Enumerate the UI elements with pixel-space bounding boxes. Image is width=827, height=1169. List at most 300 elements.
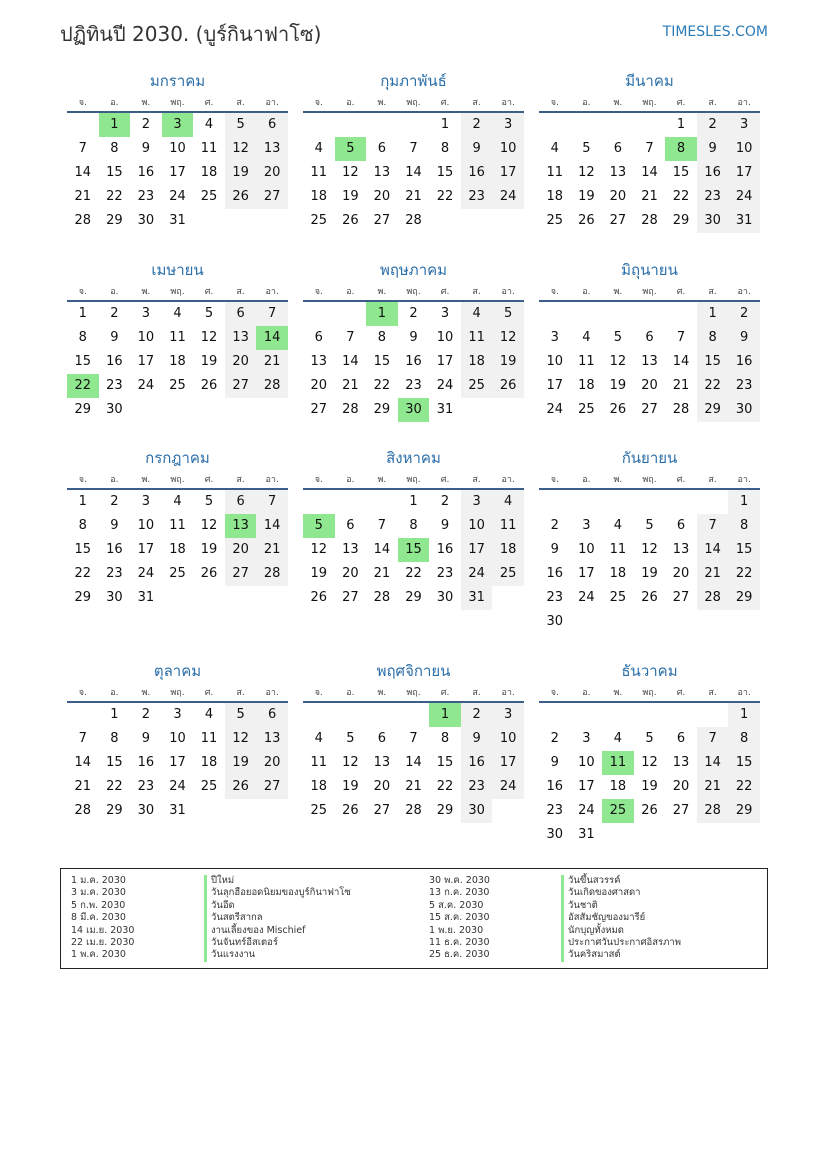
weekday-label: พฤ.	[406, 287, 421, 297]
day-cell: 29	[74, 402, 92, 417]
day-cell: 31	[436, 402, 454, 417]
weekday-header	[539, 96, 760, 110]
day-cell: 15	[373, 354, 391, 369]
month-name: ตุลาคม	[153, 662, 202, 680]
day-cell: 6	[256, 703, 288, 727]
weekday-label: จ.	[550, 287, 559, 297]
weekday-label: อ.	[346, 475, 355, 485]
day-cell: 8	[440, 141, 450, 156]
day-cell: 11	[609, 542, 627, 557]
day-cell: 25	[310, 803, 328, 818]
weekday-label: พฤ.	[642, 475, 657, 485]
day-cell: 23	[461, 185, 493, 209]
day-cell: 13	[225, 326, 257, 350]
day-cell: 17	[169, 165, 186, 180]
day-cell: 7	[78, 731, 87, 746]
day-cell: 22	[106, 779, 123, 794]
day-cell: 3	[728, 113, 760, 137]
day-cell: 15	[728, 538, 760, 562]
day-cell: 9	[110, 518, 119, 533]
month-name: กุมภาพันธ์	[380, 72, 447, 90]
weekday-label: ศ.	[440, 287, 450, 297]
day-cell: 14	[74, 165, 92, 180]
day-cell: 28	[256, 562, 288, 586]
day-cell: 5	[613, 330, 623, 345]
day-cell: 30	[546, 827, 564, 842]
day-cell: 19	[200, 354, 218, 369]
day-cell: 22	[373, 378, 391, 393]
weekday-label: พ.	[141, 98, 151, 108]
day-cell: 17	[169, 755, 186, 770]
weekday-label: ส.	[708, 688, 717, 698]
day-cell: 20	[342, 566, 359, 581]
legend-holiday-name: อัสสัมชัญของมารีย์	[561, 912, 681, 924]
day-cell: 26	[225, 775, 257, 799]
day-cell: 23	[546, 590, 564, 605]
day-cell: 28	[256, 374, 288, 398]
weekday-label: พ.	[613, 98, 623, 108]
legend-date: 22 เม.ย. 2030	[71, 936, 135, 948]
day-cell: 29	[106, 803, 123, 818]
day-cell: 25	[609, 590, 627, 605]
day-cell: 23	[728, 374, 760, 398]
legend-holiday-name: ปีใหม่	[204, 875, 351, 887]
day-cell: 13	[373, 165, 391, 180]
day-cell: 4	[314, 731, 323, 746]
day-cell: 2	[697, 113, 729, 137]
day-cell: 2	[141, 117, 151, 132]
day-cell: 19	[641, 779, 658, 794]
holiday-day-cell: 13	[225, 514, 257, 538]
weekday-label: ส.	[236, 475, 245, 485]
empty-cell	[697, 490, 729, 514]
day-cell: 28	[672, 402, 690, 417]
weekday-label: อ.	[346, 688, 355, 698]
day-cell: 24	[492, 185, 524, 209]
day-cell: 3	[141, 306, 151, 321]
weekday-label: พ.	[141, 287, 151, 297]
weekday-label: ส.	[708, 287, 717, 297]
day-cell: 9	[141, 731, 151, 746]
legend-holiday-name: วันเกิดของศาสดา	[561, 887, 681, 899]
day-cell: 6	[676, 731, 686, 746]
weekday-label: พ.	[141, 688, 151, 698]
day-cell: 2	[728, 302, 760, 326]
legend-left-names	[204, 875, 351, 962]
day-cell: 6	[314, 330, 323, 345]
legend-date: 5 ส.ค. 2030	[429, 899, 484, 911]
day-cell: 24	[728, 185, 760, 209]
day-cell: 26	[342, 213, 359, 228]
weekday-label: ศ.	[204, 287, 214, 297]
day-cell: 13	[256, 727, 288, 751]
month-name: มีนาคม	[625, 72, 674, 90]
day-cell: 5	[346, 731, 355, 746]
month-block	[539, 70, 760, 233]
day-cell: 3	[492, 113, 524, 137]
legend-holiday-name: วันสตรีสากล	[204, 912, 351, 924]
day-cell: 31	[578, 827, 595, 842]
weekday-header	[539, 473, 760, 487]
day-cell: 31	[169, 803, 186, 818]
day-cell: 7	[78, 141, 87, 156]
weekday-header	[67, 96, 288, 110]
weekday-label: ศ.	[204, 98, 214, 108]
day-cell: 23	[436, 566, 454, 581]
day-cell: 24	[492, 775, 524, 799]
weekday-header	[303, 686, 524, 700]
day-cell: 2	[440, 494, 450, 509]
day-cell: 5	[492, 302, 524, 326]
day-cell: 14	[672, 354, 690, 369]
weekday-label: ศ.	[440, 688, 450, 698]
day-cell: 21	[697, 775, 729, 799]
day-cell: 10	[578, 542, 595, 557]
day-cell: 20	[256, 751, 288, 775]
day-cell: 12	[641, 755, 658, 770]
day-cell: 28	[74, 803, 92, 818]
legend-date: 15 ส.ค. 2030	[429, 912, 490, 924]
weekday-label: ศ.	[676, 287, 686, 297]
day-cell: 27	[373, 213, 391, 228]
day-cell: 29	[672, 213, 690, 228]
day-cell: 18	[546, 189, 564, 204]
day-cell: 17	[578, 779, 595, 794]
day-cell: 20	[225, 538, 257, 562]
legend-holiday-name: วันขึ้นสวรรค์	[561, 875, 681, 887]
day-cell: 19	[225, 161, 257, 185]
weekday-header	[539, 285, 760, 299]
empty-cell	[571, 490, 603, 514]
weekday-label: ส.	[472, 98, 481, 108]
day-cell: 11	[310, 165, 328, 180]
day-cell: 1	[676, 117, 686, 132]
day-cell: 12	[200, 330, 218, 345]
day-cell: 7	[697, 514, 729, 538]
legend-holiday-name: วันแรงงาน	[204, 949, 351, 961]
page-title: ปฏิทินปี 2030. (บูร์กินาฟาโซ)	[60, 22, 322, 46]
day-cell: 4	[314, 141, 323, 156]
day-cell: 8	[78, 330, 87, 345]
day-cell: 29	[74, 590, 92, 605]
empty-cell	[634, 703, 666, 727]
day-cell: 11	[200, 141, 218, 156]
day-cell: 12	[310, 542, 328, 557]
day-cell: 9	[440, 518, 450, 533]
day-cell: 1	[728, 490, 760, 514]
month-name: มกราคม	[149, 72, 206, 90]
weekday-label: จ.	[314, 287, 323, 297]
weekday-label: จ.	[314, 98, 323, 108]
day-cell: 17	[546, 378, 564, 393]
day-cell: 7	[697, 727, 729, 751]
legend-holiday-name: วันลุกฮือยอดนิยมของบูร์กินาฟาโซ	[204, 887, 351, 899]
weekday-label: ส.	[236, 287, 245, 297]
weekday-label: พฤ.	[642, 688, 657, 698]
day-cell: 26	[641, 590, 658, 605]
holiday-day-cell: 1	[366, 302, 398, 326]
day-cell: 8	[409, 518, 418, 533]
day-cell: 22	[436, 779, 454, 794]
day-cell: 6	[225, 302, 257, 326]
day-cell: 27	[225, 374, 257, 398]
weekday-label: อ.	[110, 287, 119, 297]
day-cell: 19	[492, 350, 524, 374]
day-cell: 31	[728, 209, 760, 233]
day-cell: 26	[342, 803, 359, 818]
day-cell: 7	[256, 302, 288, 326]
day-cell: 16	[461, 161, 493, 185]
day-cell: 18	[461, 350, 493, 374]
day-cell: 13	[256, 137, 288, 161]
day-cell: 18	[492, 538, 524, 562]
weekday-label: ศ.	[676, 688, 686, 698]
day-cell: 20	[373, 779, 391, 794]
day-cell: 22	[436, 189, 454, 204]
day-cell: 6	[225, 490, 257, 514]
day-cell: 15	[728, 751, 760, 775]
weekday-label: อ.	[582, 287, 591, 297]
day-cell: 18	[200, 165, 218, 180]
day-cell: 22	[74, 566, 92, 581]
weekday-label: จ.	[78, 98, 87, 108]
day-cell: 15	[106, 755, 123, 770]
day-cell: 9	[461, 137, 493, 161]
day-cell: 28	[641, 213, 658, 228]
day-cell: 21	[672, 378, 690, 393]
day-cell: 1	[78, 494, 87, 509]
weekday-label: พ.	[377, 287, 387, 297]
empty-cell	[665, 490, 697, 514]
legend-holiday-name: วันชาติ	[561, 900, 681, 912]
day-cell: 16	[106, 354, 123, 369]
day-cell: 20	[256, 161, 288, 185]
empty-cell	[335, 703, 367, 727]
day-cell: 29	[106, 213, 123, 228]
day-cell: 8	[440, 731, 450, 746]
day-cell: 10	[728, 137, 760, 161]
day-grid	[539, 490, 760, 634]
day-cell: 4	[204, 117, 214, 132]
weekday-label: อา.	[265, 475, 279, 485]
day-cell: 5	[582, 141, 591, 156]
month-name: มิถุนายน	[621, 261, 678, 279]
holiday-day-cell: 22	[67, 374, 99, 398]
weekday-header	[303, 285, 524, 299]
day-grid	[539, 703, 760, 847]
weekday-label: ศ.	[676, 98, 686, 108]
day-cell: 22	[672, 189, 690, 204]
day-cell: 4	[582, 330, 591, 345]
legend-holiday-name: วันอีด	[204, 900, 351, 912]
day-cell: 22	[405, 566, 422, 581]
holiday-day-cell: 3	[162, 113, 194, 137]
weekday-label: อ.	[110, 98, 119, 108]
day-cell: 12	[609, 354, 627, 369]
day-cell: 7	[409, 141, 418, 156]
day-cell: 2	[461, 113, 493, 137]
day-cell: 28	[697, 799, 729, 823]
day-cell: 11	[169, 518, 186, 533]
weekday-label: อา.	[265, 688, 279, 698]
day-cell: 29	[728, 799, 760, 823]
day-cell: 26	[492, 374, 524, 398]
day-cell: 20	[225, 350, 257, 374]
empty-cell	[303, 113, 335, 137]
day-cell: 15	[74, 542, 92, 557]
day-cell: 26	[578, 213, 595, 228]
day-cell: 7	[256, 490, 288, 514]
day-cell: 10	[546, 354, 564, 369]
day-cell: 27	[609, 213, 627, 228]
day-cell: 9	[141, 141, 151, 156]
day-cell: 4	[550, 141, 559, 156]
day-cell: 26	[641, 803, 658, 818]
empty-cell	[398, 113, 430, 137]
day-cell: 11	[169, 330, 186, 345]
weekday-label: อา.	[265, 98, 279, 108]
empty-cell	[335, 113, 367, 137]
weekday-label: ส.	[236, 98, 245, 108]
day-cell: 13	[373, 755, 391, 770]
day-cell: 21	[74, 189, 92, 204]
day-cell: 20	[310, 378, 328, 393]
day-cell: 4	[461, 302, 493, 326]
weekday-label: พฤ.	[642, 98, 657, 108]
day-cell: 14	[697, 538, 729, 562]
day-cell: 16	[546, 566, 564, 581]
day-cell: 2	[550, 731, 559, 746]
day-cell: 19	[200, 542, 218, 557]
day-cell: 16	[405, 354, 422, 369]
day-cell: 11	[578, 354, 595, 369]
day-cell: 10	[492, 727, 524, 751]
day-cell: 7	[676, 330, 686, 345]
weekday-label: อ.	[346, 98, 355, 108]
day-cell: 11	[492, 514, 524, 538]
day-cell: 4	[492, 490, 524, 514]
day-cell: 29	[373, 402, 391, 417]
day-cell: 6	[676, 518, 686, 533]
day-cell: 18	[169, 354, 186, 369]
day-cell: 21	[697, 562, 729, 586]
day-cell: 10	[169, 141, 186, 156]
weekday-label: พฤ.	[170, 98, 185, 108]
weekday-label: อ.	[582, 98, 591, 108]
weekday-label: พ.	[377, 688, 387, 698]
day-cell: 25	[578, 402, 595, 417]
holiday-day-cell: 5	[335, 137, 367, 161]
day-cell: 8	[697, 326, 729, 350]
weekday-label: อ.	[110, 475, 119, 485]
empty-cell	[539, 113, 571, 137]
legend-holiday-name: งานเลี้ยงของ Mischief	[204, 925, 351, 937]
day-cell: 6	[377, 141, 387, 156]
month-block	[67, 259, 288, 422]
day-cell: 10	[461, 514, 493, 538]
day-cell: 24	[137, 378, 155, 393]
legend-date: 1 ม.ค. 2030	[71, 875, 126, 886]
day-cell: 9	[461, 727, 493, 751]
weekday-label: พ.	[613, 287, 623, 297]
day-cell: 2	[550, 518, 559, 533]
day-cell: 9	[550, 542, 559, 557]
empty-cell	[303, 490, 335, 514]
empty-cell	[571, 703, 603, 727]
weekday-label: อา.	[501, 475, 515, 485]
day-cell: 11	[546, 165, 564, 180]
holiday-day-cell: 1	[99, 113, 131, 137]
day-cell: 1	[409, 494, 418, 509]
day-cell: 21	[405, 779, 422, 794]
day-cell: 5	[645, 518, 654, 533]
empty-cell	[366, 490, 398, 514]
weekday-label: พ.	[613, 475, 623, 485]
legend-holiday-name: วันจันทร์อีสเตอร์	[204, 937, 351, 949]
day-grid	[539, 302, 760, 422]
legend-holiday-name: นักบุญทั้งหมด	[561, 925, 681, 937]
day-cell: 9	[728, 326, 760, 350]
day-cell: 24	[169, 189, 186, 204]
legend-date: 3 ม.ค. 2030	[71, 887, 126, 899]
day-cell: 31	[461, 586, 493, 610]
day-cell: 19	[609, 378, 627, 393]
day-cell: 1	[78, 306, 87, 321]
day-cell: 20	[672, 566, 690, 581]
day-cell: 17	[492, 751, 524, 775]
day-cell: 8	[728, 514, 760, 538]
weekday-label: พฤ.	[406, 98, 421, 108]
weekday-label: อา.	[265, 287, 279, 297]
day-cell: 19	[342, 779, 359, 794]
day-cell: 26	[609, 402, 627, 417]
day-cell: 30	[546, 614, 564, 629]
day-cell: 1	[440, 117, 450, 132]
day-cell: 14	[74, 755, 92, 770]
day-cell: 25	[461, 374, 493, 398]
day-cell: 20	[609, 189, 627, 204]
weekday-label: ส.	[708, 475, 717, 485]
weekday-label: อา.	[737, 98, 751, 108]
site-link[interactable]: TIMESLES.COM	[662, 24, 768, 40]
day-cell: 15	[106, 165, 123, 180]
day-cell: 20	[373, 189, 391, 204]
empty-cell	[665, 302, 697, 326]
weekday-header	[67, 473, 288, 487]
day-cell: 23	[137, 779, 155, 794]
empty-cell	[366, 113, 398, 137]
day-cell: 27	[310, 402, 328, 417]
weekday-label: อ.	[346, 287, 355, 297]
day-cell: 12	[492, 326, 524, 350]
day-cell: 8	[377, 330, 387, 345]
day-cell: 4	[613, 731, 623, 746]
day-cell: 16	[728, 350, 760, 374]
day-cell: 13	[342, 542, 359, 557]
day-cell: 11	[461, 326, 493, 350]
day-cell: 24	[546, 402, 564, 417]
day-cell: 1	[110, 707, 119, 722]
day-cell: 15	[672, 165, 690, 180]
legend-right-dates	[429, 875, 490, 962]
day-cell: 25	[169, 378, 186, 393]
day-cell: 5	[225, 703, 257, 727]
day-cell: 17	[436, 354, 454, 369]
day-cell: 27	[373, 803, 391, 818]
day-cell: 27	[225, 562, 257, 586]
legend-date: 8 มี.ค. 2030	[71, 912, 126, 924]
day-cell: 28	[405, 213, 422, 228]
